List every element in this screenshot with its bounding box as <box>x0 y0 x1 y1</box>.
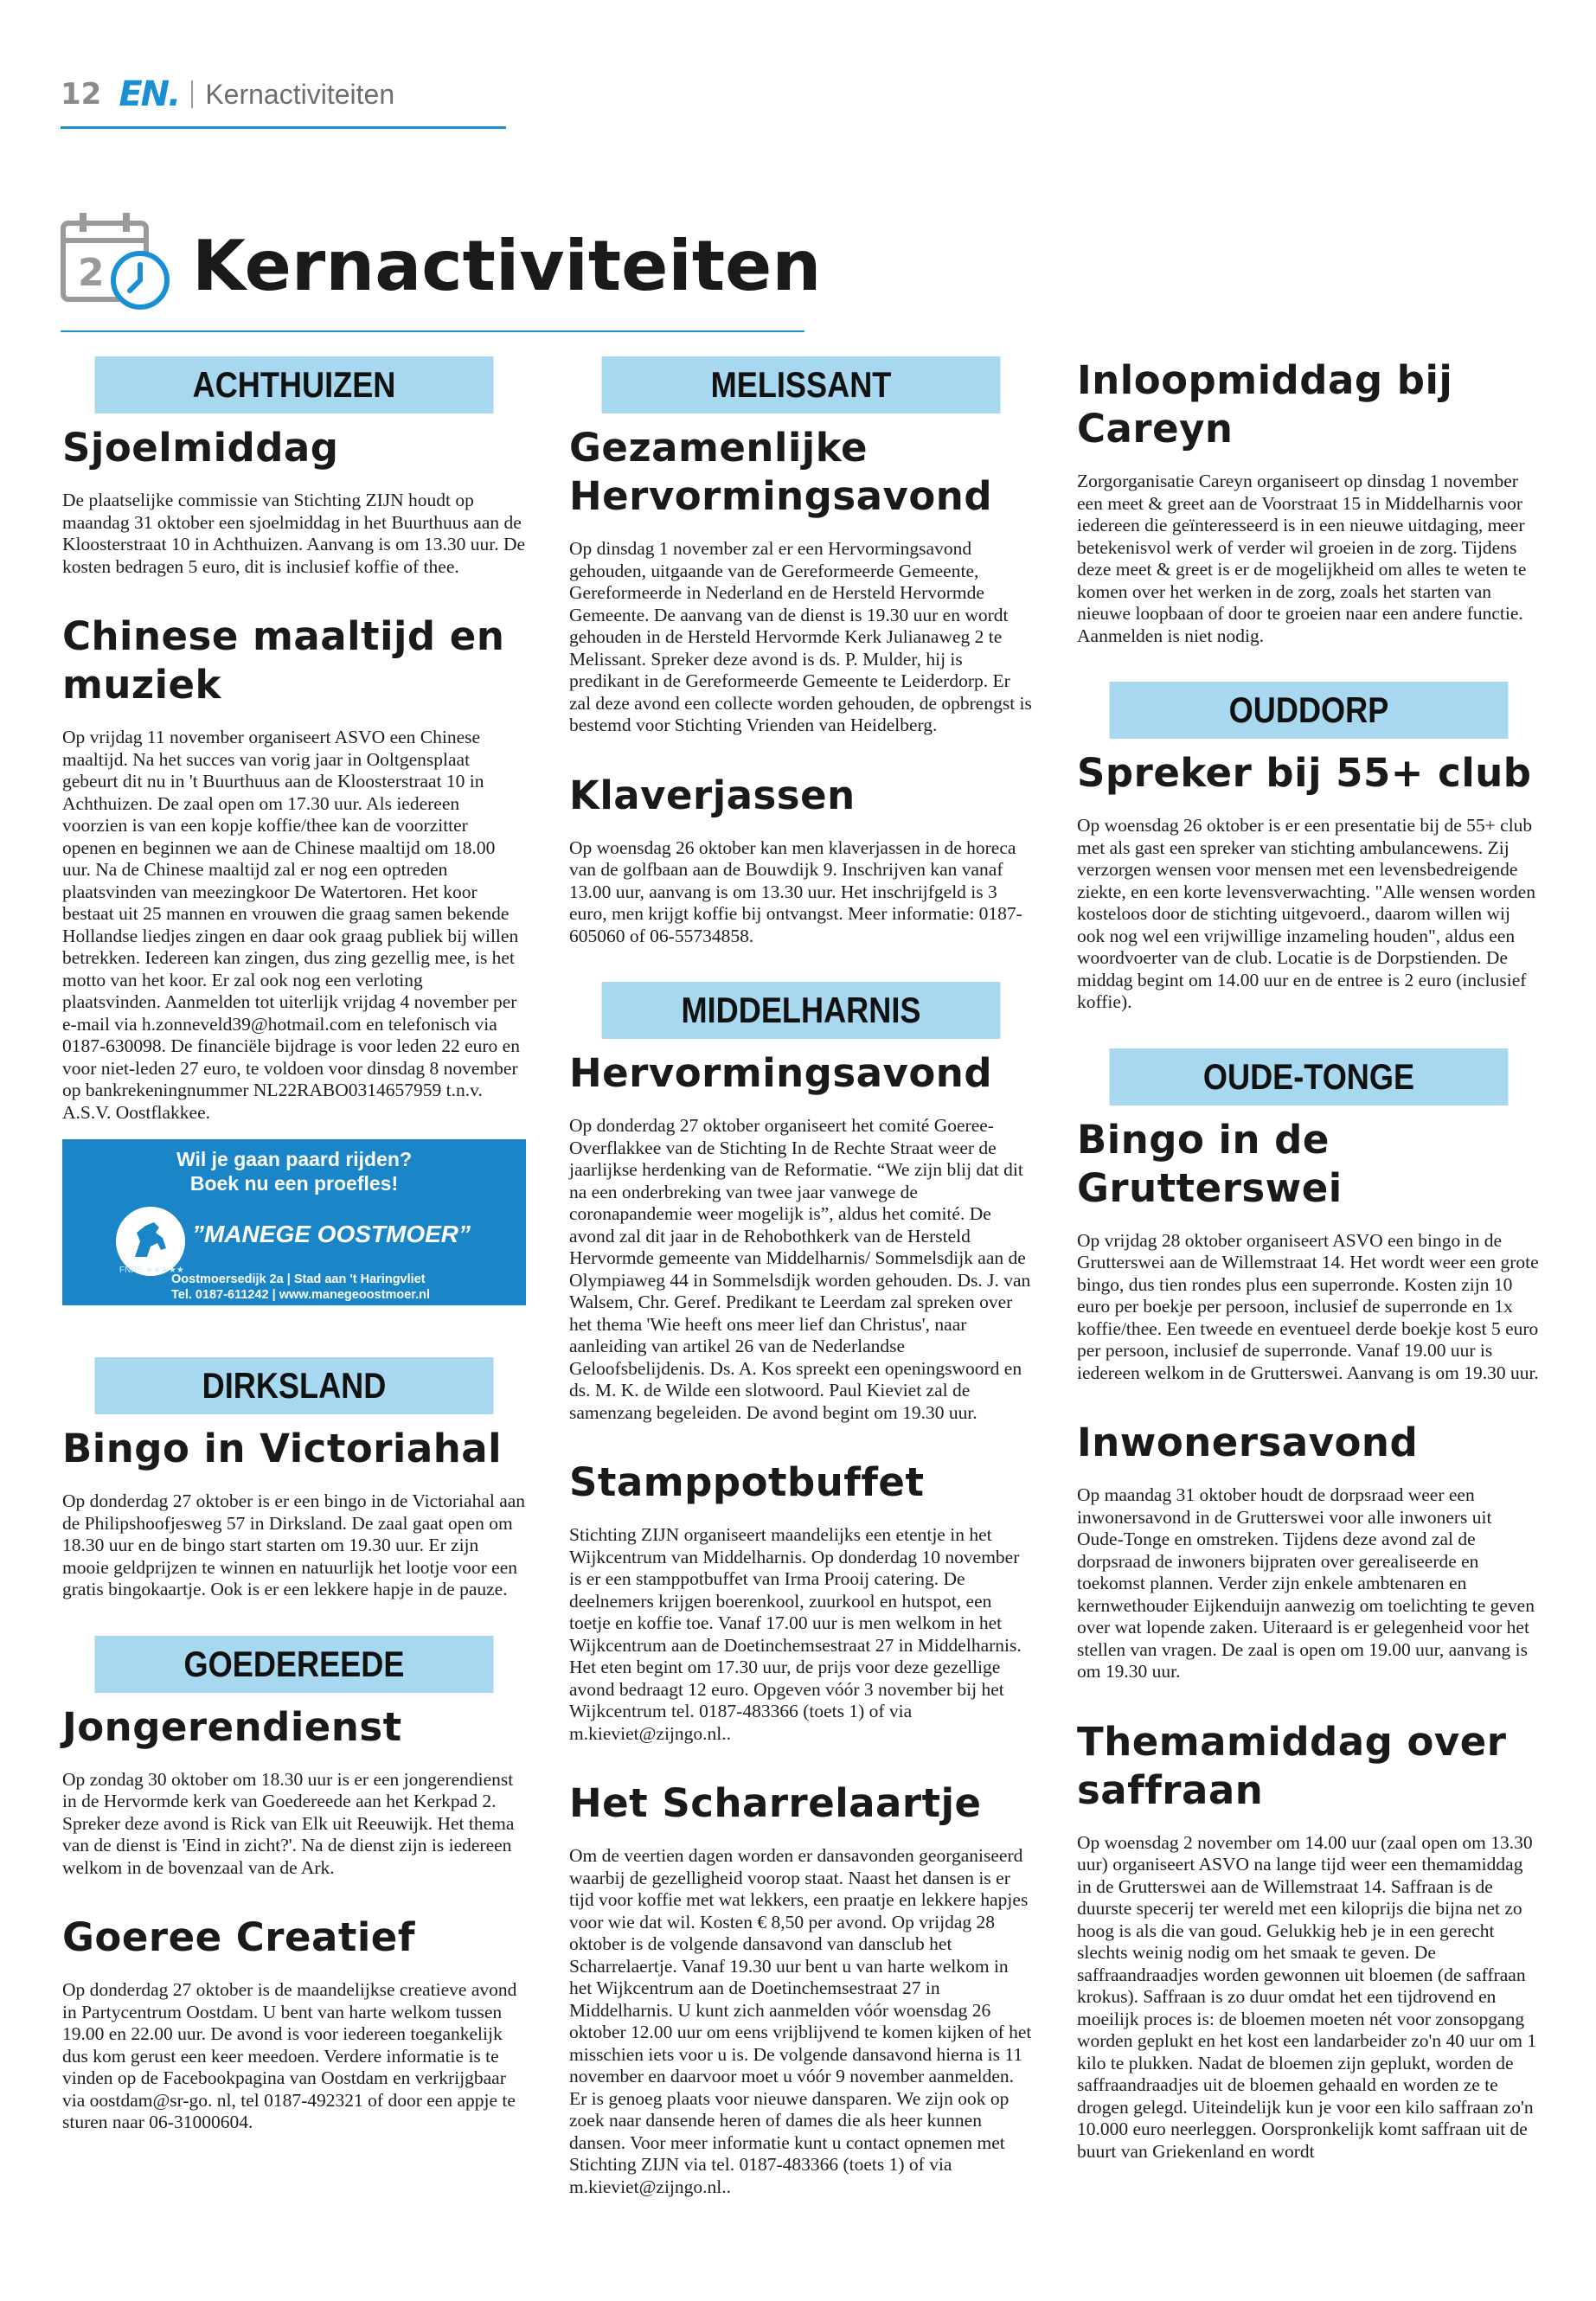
article-body: Zorgorganisatie Careyn organiseert op dinsdag 1 november een meet & greet aan de Voorstraat 15 in Middelharnis voor iedereen die geïnteresseerd is in een nieuwe uitdaging, meer betekenisvol werk of verder wil groeien in de zorg. Tijdens deze meet & greet is er de mogelijkheid om alles te weten te komen over het werken in de zorg, zoals het starten van nieuwe loopbaan of door te groeien naar een andere functie. Aanmelden is niet nodig. <box>1077 471 1527 646</box>
article-title: Jongerendienst <box>62 1703 402 1750</box>
article-body: De plaatselijke commissie van Stichting ZIJN houdt op maandag 31 oktober een sjoelmiddag in het Buurthuus aan de Kloosterstraat 10 in Achthuizen. Aanvang is om 13.30 uur. De kosten bedragen 5 euro, dit is inclusief koffie of thee. <box>62 490 526 577</box>
en-logo: EN. <box>119 74 180 114</box>
article-body: Op donderdag 27 oktober is er een bingo in de Victoriahal aan de Philipshoofjesweg 57 in Dirksland. De zaal gaat open om 18.30 uur en de bingo start starten om 19.30 uur. Er zijn mooie geldprijzen te winnen en natuurlijk het lootje voor een gratis bingokaartje. Ook is er een lekkere hapje in de pauze. <box>62 1490 526 1599</box>
article-body: Om de veertien dagen worden er dansavonden georganiseerd waarbij de gezelligheid voorop staat. Naast het dansen is er tijd voor koffie met wat lekkers, een praatje en lekkere hapjes voor wie dat wil. Kosten € 8,50 per avond. Op vrijdag 28 oktober is de volgende dansavond van dansclub het Scharrelaertje. Vanaf 19.30 uur bent u van harte welkom in het Wijkcentrum aan de Doetinchemsestraat 27 in Middelharnis. U kunt zich aanmelden vóór woensdag 26 oktober 12.00 uur om eens vrijblijvend te komen kijken of het misschien iets voor u is. De volgende dansavond hierna is 11 november en daarvoor moet u vóór 9 november aanmelden. Er is genoeg plaats voor nieuwe dansparen. We zijn ook op zoek naar dansende heren of dames die als heer kunnen dansen. Voor meer informatie kunt u contact opnemen met Stichting ZIJN via tel. 0187-483366 (toets 1) of via m.kieviet@zijngo.nl.. <box>569 1845 1032 2197</box>
article-body: Op woensdag 26 oktober kan men klaverjassen in de horeca van de golfbaan aan de Bouwdijk 9. Inschrijven kan vanaf 13.00 uur, aanvang is om 13.30 uur. Het inschrijfgeld is 3 euro, men krijgt koffie bij ontvangst. Meer informatie: 0187-605060 of 06-55734858. <box>569 836 1022 946</box>
title-rule <box>61 330 804 332</box>
article-title: Spreker bij 55+ club <box>1077 750 1532 796</box>
article-title: Het Scharrelaartje <box>569 1780 982 1826</box>
region-band-oude-tonge: OUDE-TONGE <box>1110 1048 1509 1106</box>
article-body: Op woensdag 2 november om 14.00 uur (zaal open om 13.30 uur) organiseert ASVO na lange tijd weer een themamiddag in de Grutterswei aan de Willemstraat 14. Saffraan is de duurste specerij ter wereld met een kiloprijs die bijna net zo hoog is als die van goud. Gelukkig heb je in een gerecht slechts weinig nodig om het smaak te geven. De saffraandraadjes worden gewonnen uit bloemen (de saffraan krokus). Saffraan is zo duur omdat het een tijdrovend en moeilijk proces is: de bloemen moeten nét voor zonsopgang worden geplukt en het kost een landarbeider zo'n 40 uur om 1 kilo te plukken. Nadat de bloemen zijn geplukt, worden de saffraandraadjes uit de bloemen gehaald en worden ze te drogen gelegd. Uiteindelijk kun je voor een kilo saffraan zo'n 10.000 euro neerleggen. Oorspronkelijk komt saffraan uit de buurt van Griekenland en wordt <box>1077 1831 1537 2162</box>
article-title: Chinese maaltijd en muziek <box>62 613 505 708</box>
calendar-clock-icon <box>61 211 173 315</box>
region-band-dirksland: DIRKSLAND <box>95 1357 494 1414</box>
region-band-middelharnis: MIDDELHARNIS <box>602 982 1001 1039</box>
column-left <box>62 356 526 2169</box>
header-divider <box>191 80 193 108</box>
article-body: Op donderdag 27 oktober organiseert het comité Goeree-Overflakkee van de Stichting In de Rechte Straat weer de jaarlijkse herdenking van de Reformatie. “We zijn blij dat dit na een onderbreking van twee jaar vanwege de coronapandemie weer mogelijk is”, aldus het comité. De avond zal dit jaar in de Rehobothkerk van de Hersteld Hervormde gemeente van Middelharnis/ Sommelsdijk aan de Olympiaweg 44 in Sommelsdijk worden gehouden. Ds. J. van Walsem, Chr. Geref. Predikant te Leerdam zal spreken over het thema 'Wie heeft ons meer lief dan Christus', naar aanleiding van artikel 26 van de Nederlandse Geloofsbelijdenis. Ds. A. Kos spreekt een openingswoord en ds. M. K. de Wilde een slotwoord. Paul Kieviet zal de samenzang begeleiden. De avond begint om 19.30 uur. <box>569 1115 1031 1423</box>
article-title: Bingo in de Grutterswei <box>1077 1116 1343 1211</box>
ad-address: Oostmoersedijk 2a | Stad aan 't Haringvliet <box>171 1272 426 1286</box>
column-middle <box>569 356 1033 2233</box>
ad-contact: Tel. 0187-611242 | www.manegeoostmoer.nl <box>171 1288 431 1302</box>
article-body: Op zondag 30 oktober om 18.30 uur is er een jongerendienst in de Hervormde kerk van Goedereede aan het Kerkpad 2. Spreker deze avond is Rick van Elk uit Reeuwijk. Het thema van de dienst is 'Eind in zicht?'. Na de dienst zijn is iedereen welkom in de bovenzaal van de Ark. <box>62 1768 515 1878</box>
article-body: Stichting ZIJN organiseert maandelijks een etentje in het Wijkcentrum van Middelharnis. Op donderdag 10 november is er een stamppotbuffet van Irma Prooij catering. De deelnemers krijgen boerenkool, zuurkool en hutspot, een toetje en koffie toe. Vanaf 17.00 uur is men welkom in het Wijkcentrum aan de Doetinchemsestraat 27 in Middelharnis. Het eten begint om 17.30 uur, de prijs voor deze gezellige avond bedraagt 12 euro. Opgeven vóór 3 november bij het Wijkcentrum tel. 0187-483366 (toets 1) of via m.kieviet@zijngo.nl.. <box>569 1524 1022 1744</box>
header-rule <box>61 126 506 129</box>
article-title: Klaverjassen <box>569 772 856 818</box>
article-body: Op dinsdag 1 november zal er een Hervormingsavond gehouden, uitgaande van de Gereformeerde Gemeente, Gereformeerde in Nederland en de Hersteld Hervormde Gemeente. De aanvang van de dienst is 19.30 uur en wordt gehouden in de Hersteld Hervormde Kerk Julianaweg 2 te Melissant. Spreker deze avond is ds. P. Mulder, hij is predikant in de Gereformeerde Gemeente te Leiderdorp. Er zal deze avond een collecte worden gehouden, de opbrengst is bestemd voor Stichting Vrienden van Heidelberg. <box>569 538 1032 735</box>
page-title: Kernactiviteiten <box>192 226 822 306</box>
section-name: Kernactiviteiten <box>205 78 395 110</box>
manege-advertisement[interactable] <box>62 1139 526 1305</box>
article-title: Stamppotbuffet <box>569 1459 925 1505</box>
page-number: 12 <box>61 77 102 112</box>
article-title: Inloopmiddag bij Careyn <box>1077 357 1453 452</box>
ad-line-2: Boek nu een proefles! <box>189 1172 399 1195</box>
article-title: Inwonersavond <box>1077 1420 1419 1465</box>
article-title: Gezamenlijke Hervormingsavond <box>569 425 993 519</box>
region-band-melissant: MELISSANT <box>602 356 1001 413</box>
article-body: Op vrijdag 11 november organiseert ASVO een Chinese maaltijd. Na het succes van vorig jaar in Ooltgensplaat gebeurt dit nu in 't Buurthuus aan de Kloosterstraat 10 in Achthuizen. De zaal open om 17.30 uur. Als iedereen voorzien is van een kopje koffie/thee kan de voorzitter openen en beginnen we aan de Chinese maaltijd om 18.00 uur. Na de Chinese maaltijd zal er nog een optreden plaatsvinden van meezingkoor De Watertoren. Het koor bestaat uit 25 mannen en vrouwen die graag samen bekende Hollandse liedjes zingen en daar ook graag publiek bij willen betrekken. Iedereen kan zingen, dus zing gezellig mee, is het motto van het koor. Er zal ook nog een verloting plaatsvinden. Aanmelden tot uiterlijk vrijdag 4 november per e-mail via h.zonneveld39@hotmail.com en telefonisch via 0187-630098. De financiële bijdrage is voor leden 22 euro en voor niet-leden 27 euro, te voldoen voor dinsdag 8 november op bankrekeningnummer NL22RABO0314657959 t.n.v. A.S.V. Oostflakkee. <box>62 727 520 1123</box>
article-title: Sjoelmiddag <box>62 425 339 471</box>
article-title: Goeree Creatief <box>62 1914 415 1960</box>
ad-fnrs-rating: FNRS ★★★★★ <box>119 1266 184 1275</box>
column-right <box>1077 356 1541 2197</box>
ad-line-1: Wil je gaan paard rijden? <box>176 1148 412 1170</box>
region-band-achthuizen: ACHTHUIZEN <box>95 356 494 413</box>
region-band-ouddorp: OUDDORP <box>1110 682 1509 739</box>
article-title: Bingo in Victoriahal <box>62 1426 503 1471</box>
article-body: Op woensdag 26 oktober is er een presentatie bij de 55+ club met als gast een spreker van stichting ambulancewens. Zij verzorgen wensen voor mensen met een levensbedreigende ziekte, en een korte levensverwachting. "Alle wensen worden kosteloos door de stichting uitgevoerd., daarom willen wij ook nog wel een vrijwillige inzameling houden", aldus een woordvoerter van de club. Locatie is de Dorpstienden. De middag begint om 14.00 uur en de entree is 2 euro (inclusief koffie). <box>1077 815 1535 1012</box>
article-title: Themamiddag over saffraan <box>1077 1718 1507 1813</box>
article-body: Op donderdag 27 oktober is de maandelijkse creatieve avond in Partycentrum Oostdam. U bent van harte welkom tussen 19.00 en 22.00 uur. De avond is voor iedereen toegankelijk dus kom gerust een keer meedoen. Verdere informatie is te vinden op de Facebookpagina van Oostdam en verkrijgbaar via oostdam@sr-go. nl, tel 0187-492321 of door een appje te sturen naar 06-31000604. <box>62 1979 517 2132</box>
article-body: Op vrijdag 28 oktober organiseert ASVO een bingo in de Grutterswei aan de Willemstraat 14. Het wordt weer een grote bingo, dus tien rondes plus een superronde. Kosten zijn 10 euro per boekje per persoon, inclusief de superronde en 1x koffie/thee. Een tweede en eventueel derde boekje kost 5 euro per persoon, inclusief de superronde. Vanaf 19.00 uur is iedereen welkom in de Grutterswei. Aanvang is om 19.30 uur. <box>1077 1229 1539 1383</box>
page-header <box>61 73 394 116</box>
article-body: Op maandag 31 oktober houdt de dorpsraad weer een inwonersavond in de Grutterswei voor alle inwoners uit Oude-Tonge en omstreken. Tijdens deze avond zal de dorpsraad de inwoners bijpraten over gerealiseerde en toekomst plannen. Verder zijn enkele ambtenaren en kernwethouder Eijkenduijn aanwezig om toelichting te geven over wat lopende zaken. Uiteraard is er gelegenheid voor het stellen van vragen. De zaal is open om 19.00 uur, aanvang is om 19.30 uur. <box>1077 1484 1535 1682</box>
region-band-goedereede: GOEDEREEDE <box>95 1636 494 1693</box>
ad-brand: ”MANEGE OOSTMOER” <box>192 1221 471 1247</box>
article-title: Hervormingsavond <box>569 1050 993 1096</box>
calendar-day-number: 2 <box>78 251 105 295</box>
